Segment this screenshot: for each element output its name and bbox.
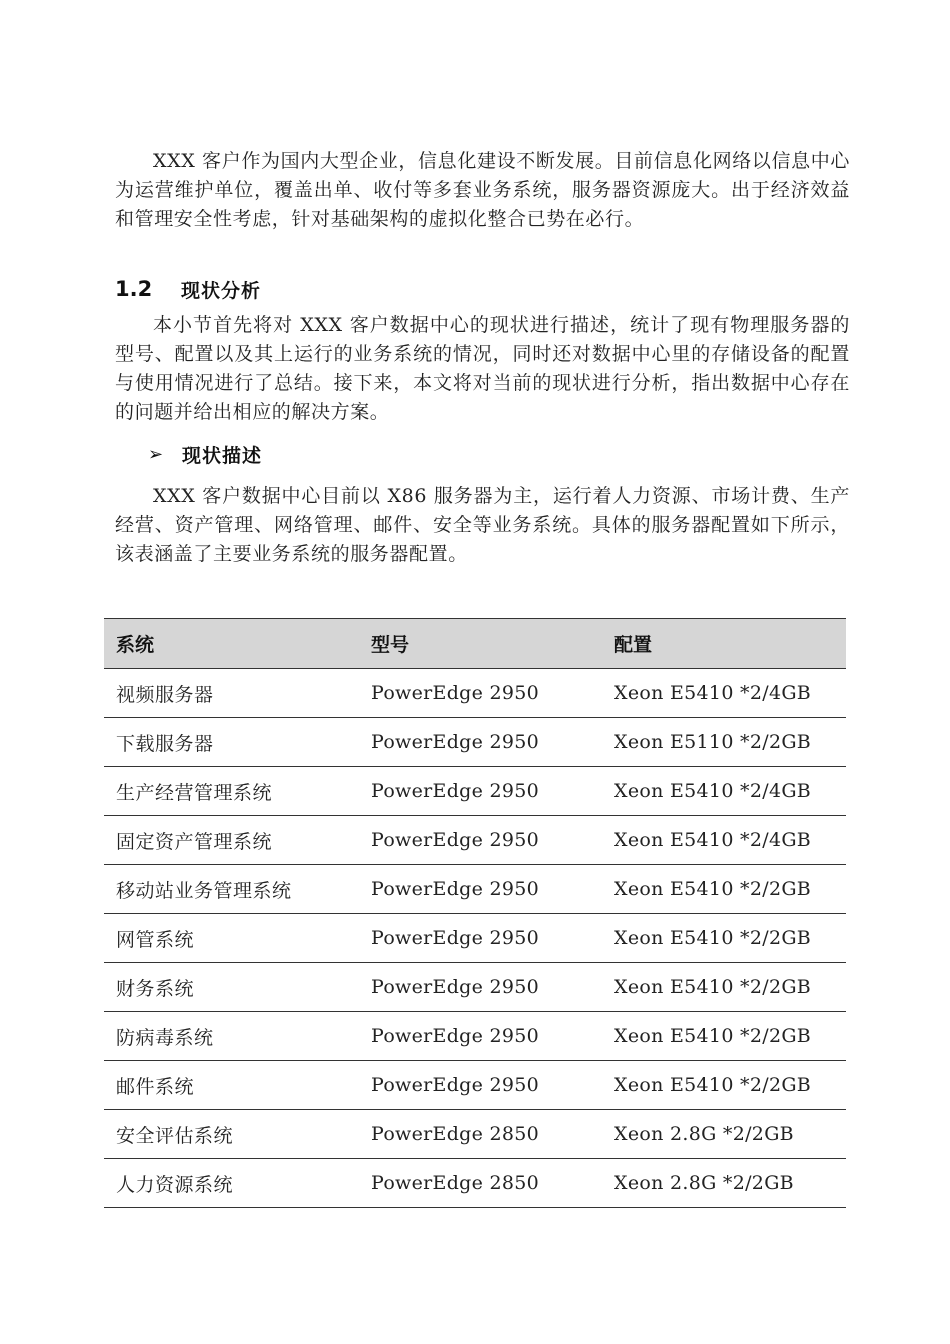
cell-system: 防病毒系统 [104,1012,359,1061]
server-config-table [104,618,846,1208]
table-row [104,1159,846,1208]
cell-system: 邮件系统 [104,1061,359,1110]
cell-config: Xeon E5410 *2/2GB [602,1061,846,1110]
table-row [104,767,846,816]
cell-model: PowerEdge 2850 [359,1159,602,1208]
section-number: 1.2 [115,277,153,301]
cell-config: Xeon E5410 *2/2GB [602,963,846,1012]
cell-system: 固定资产管理系统 [104,816,359,865]
intro-paragraph: XXX 客户作为国内大型企业，信息化建设不断发展。目前信息化网络以信息中心为运营维护单位，覆盖出单、收付等多套业务系统，服务器资源庞大。出于经济效益和管理安全性考虑，针对基础架构的虚拟化整合已势在必行。 [115,150,850,230]
table-row [104,816,846,865]
cell-config: Xeon E5410 *2/4GB [602,767,846,816]
cell-model: PowerEdge 2950 [359,914,602,963]
cell-config: Xeon E5410 *2/4GB [602,816,846,865]
cell-config: Xeon E5410 *2/2GB [602,865,846,914]
header-config: 配置 [602,619,846,669]
description-paragraph: XXX 客户数据中心目前以 X86 服务器为主，运行着人力资源、市场计费、生产经营、资产管理、网络管理、邮件、安全等业务系统。具体的服务器配置如下所示，该表涵盖了主要业务系统的服务器配置。 [115,485,850,565]
table-row [104,1110,846,1159]
subsection-title: 现状描述 [182,444,263,467]
cell-system: 网管系统 [104,914,359,963]
section-title: 现状分析 [181,279,262,302]
table-row [104,1061,846,1110]
analysis-paragraph: 本小节首先将对 XXX 客户数据中心的现状进行描述，统计了现有物理服务器的型号、配置以及其上运行的业务系统的情况，同时还对数据中心里的存储设备的配置与使用情况进行了总结。接下来，本文将对当前的现状进行分析，指出数据中心存在的问题并给出相应的解决方案。 [115,314,850,423]
cell-system: 视频服务器 [104,669,359,718]
table-header-row [104,619,846,669]
cell-model: PowerEdge 2850 [359,1110,602,1159]
table-row [104,865,846,914]
arrow-bullet-icon: ➢ [148,443,165,465]
table-row [104,914,846,963]
cell-model: PowerEdge 2950 [359,1061,602,1110]
header-model: 型号 [359,619,602,669]
cell-model: PowerEdge 2950 [359,767,602,816]
cell-config: Xeon E5110 *2/2GB [602,718,846,767]
cell-system: 安全评估系统 [104,1110,359,1159]
cell-system: 财务系统 [104,963,359,1012]
cell-system: 人力资源系统 [104,1159,359,1208]
header-system: 系统 [104,619,359,669]
cell-model: PowerEdge 2950 [359,865,602,914]
cell-system: 下载服务器 [104,718,359,767]
cell-config: Xeon E5410 *2/2GB [602,914,846,963]
cell-model: PowerEdge 2950 [359,718,602,767]
table-row [104,669,846,718]
cell-config: Xeon 2.8G *2/2GB [602,1110,846,1159]
cell-model: PowerEdge 2950 [359,1012,602,1061]
cell-config: Xeon E5410 *2/4GB [602,669,846,718]
cell-config: Xeon 2.8G *2/2GB [602,1159,846,1208]
table-row [104,1012,846,1061]
cell-model: PowerEdge 2950 [359,963,602,1012]
table-row [104,963,846,1012]
cell-config: Xeon E5410 *2/2GB [602,1012,846,1061]
cell-system: 移动站业务管理系统 [104,865,359,914]
cell-model: PowerEdge 2950 [359,816,602,865]
section-heading [115,274,261,304]
cell-system: 生产经营管理系统 [104,767,359,816]
subsection-heading [148,439,262,469]
table-row [104,718,846,767]
cell-model: PowerEdge 2950 [359,669,602,718]
